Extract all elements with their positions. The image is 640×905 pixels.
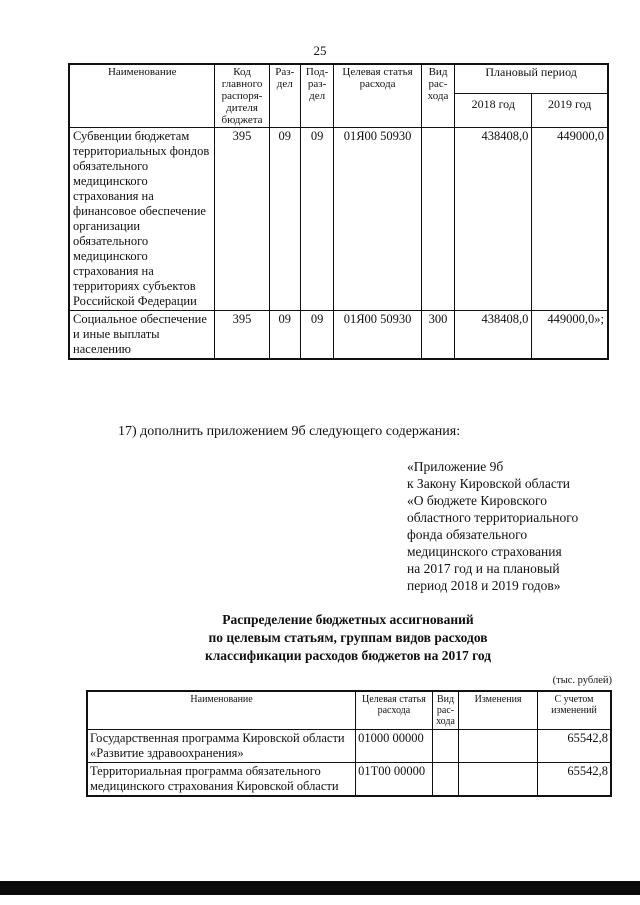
budget-table-planned-period	[68, 63, 609, 360]
header-name: Наименование	[87, 691, 356, 730]
cell-podrazdel: 09	[300, 311, 333, 360]
cell-razdel: 09	[269, 311, 300, 360]
cell-name: Субвенции бюджетам территориальных фондов обязательного медицинского страхования на финансовое обеспечение организации обязательного медицинского страхования на территориях субъектов Российской Федерации	[69, 128, 215, 311]
title-line: по целевым статьям, группам видов расходов	[208, 630, 488, 645]
cell-code: 395	[215, 311, 269, 360]
header-celevaya: Целевая статья расхода	[356, 691, 433, 730]
table-header-row	[87, 691, 611, 730]
header-vid: Вид рас-хода	[432, 691, 459, 730]
page-number: 25	[313, 43, 327, 58]
appendix-line: «Приложение 9б	[407, 459, 504, 474]
appendix-line: фонда обязательного	[407, 527, 528, 542]
title-line: Распределение бюджетных ассигнований	[222, 612, 474, 627]
table-row	[69, 128, 608, 311]
cell-celevaya: 01Я00 50930	[334, 311, 422, 360]
cell-code: 395	[215, 128, 269, 311]
header-year-2019: 2019 год	[532, 94, 608, 128]
appendix-heading	[407, 458, 617, 594]
header-celevaya: Целевая статья расхода	[334, 64, 422, 128]
units-label: (тыс. рублей)	[552, 675, 612, 686]
appendix-line: период 2018 и 2019 годов»	[407, 578, 561, 593]
appendix-line: на 2017 год и на плановый	[407, 561, 560, 576]
cell-name: Государственная программа Кировской области «Развитие здравоохранения»	[87, 730, 356, 763]
cell-name: Территориальная программа обязательного медицинского страхования Кировской области	[87, 763, 356, 797]
cell-celevaya: 01Я00 50930	[334, 128, 422, 311]
cell-year-2019: 449000,0»;	[532, 311, 608, 360]
cell-vid	[421, 128, 454, 311]
table-header-row	[69, 64, 608, 94]
cell-total: 65542,8	[537, 763, 611, 797]
header-izmeneniya: Изменения	[459, 691, 538, 730]
budget-allocation-table	[86, 690, 612, 797]
cell-year-2018: 438408,0	[455, 128, 532, 311]
table-row	[87, 763, 611, 797]
cell-celevaya: 01000 00000	[356, 730, 433, 763]
table-row	[87, 730, 611, 763]
header-razdel: Раз-дел	[269, 64, 300, 128]
header-code: Код главного распоря-дителя бюджета	[215, 64, 269, 128]
cell-vid: 300	[421, 311, 454, 360]
cell-izmeneniya	[459, 730, 538, 763]
header-total: С учетом изменений	[537, 691, 611, 730]
cell-year-2018: 438408,0	[455, 311, 532, 360]
appendix-line: медицинского страхования	[407, 544, 562, 559]
header-year-2018: 2018 год	[455, 94, 532, 128]
cell-razdel: 09	[269, 128, 300, 311]
intro-paragraph: 17) дополнить приложением 9б следующего содержания:	[118, 424, 461, 439]
header-planned-period: Плановый период	[455, 64, 608, 94]
header-vid: Вид рас-хода	[421, 64, 454, 128]
header-podrazdel: Под-раз-дел	[300, 64, 333, 128]
cell-vid	[432, 763, 459, 797]
appendix-line: «О бюджете Кировского	[407, 493, 548, 508]
cell-name: Социальное обеспечение и иные выплаты населению	[69, 311, 215, 360]
cell-izmeneniya	[459, 763, 538, 797]
cell-celevaya: 01Т00 00000	[356, 763, 433, 797]
table-row	[69, 311, 608, 360]
scan-bottom-edge	[0, 881, 640, 895]
cell-total: 65542,8	[537, 730, 611, 763]
document-title	[150, 611, 546, 665]
title-line: классификации расходов бюджетов на 2017 год	[204, 648, 492, 663]
cell-year-2019: 449000,0	[532, 128, 608, 311]
cell-podrazdel: 09	[300, 128, 333, 311]
appendix-line: областного территориального	[407, 510, 579, 525]
appendix-line: к Закону Кировской области	[407, 476, 571, 491]
header-name: Наименование	[69, 64, 215, 128]
cell-vid	[432, 730, 459, 763]
